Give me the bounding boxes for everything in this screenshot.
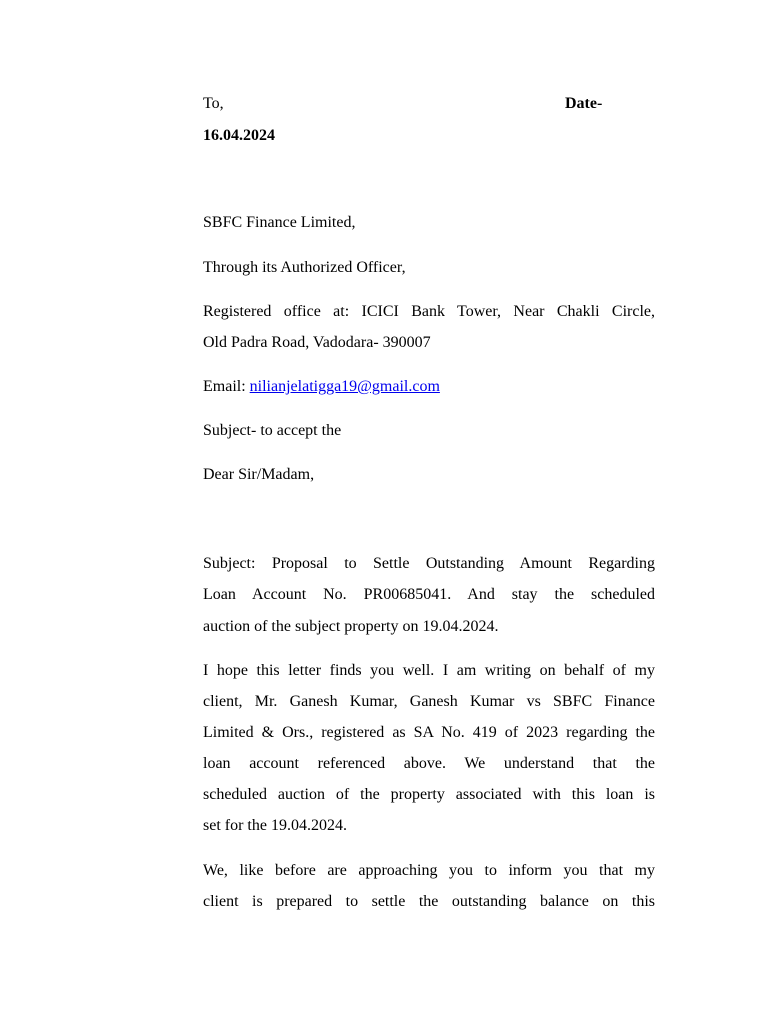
- subject-line: auction of the subject property on 19.04.2024.: [203, 618, 499, 635]
- greeting: Dear Sir/Madam,: [203, 466, 315, 483]
- paragraph-line: client, Mr. Ganesh Kumar, Ganesh Kumar vs SBFC Finance: [203, 693, 655, 710]
- email-line: [203, 377, 655, 397]
- to-label: To,: [203, 95, 224, 112]
- paragraph-line: I hope this letter finds you well. I am writing on behalf of my: [203, 662, 655, 679]
- subject-short: Subject- to accept the: [203, 422, 342, 439]
- paragraph-line: We, like before are approaching you to inform you that my: [203, 862, 655, 879]
- date-label: Date-: [565, 95, 603, 112]
- email-link[interactable]: nilianjelatigga19@gmail.com: [249, 378, 440, 395]
- paragraph-line: client is prepared to settle the outstanding balance on this: [203, 893, 655, 910]
- date-value: 16.04.2024: [203, 127, 275, 144]
- through-line: Through its Authorized Officer,: [203, 259, 406, 276]
- paragraph-line: loan account referenced above. We understand that the: [203, 755, 655, 772]
- paragraph-line: Limited & Ors., registered as SA No. 419 of 2023 regarding the: [203, 724, 655, 741]
- recipient-name: SBFC Finance Limited,: [203, 214, 356, 231]
- subject-line: Loan Account No. PR00685041. And stay the scheduled: [203, 586, 655, 603]
- address-line-1: Registered office at: ICICI Bank Tower, Near Chakli Circle,: [203, 303, 655, 320]
- paragraph-line: set for the 19.04.2024.: [203, 817, 347, 834]
- subject-line: Subject: Proposal to Settle Outstanding Amount Regarding: [203, 555, 655, 572]
- address-line-2: Old Padra Road, Vadodara- 390007: [203, 334, 431, 351]
- paragraph-line: scheduled auction of the property associated with this loan is: [203, 786, 655, 803]
- letter-header: [203, 94, 655, 114]
- email-label: Email:: [203, 378, 250, 395]
